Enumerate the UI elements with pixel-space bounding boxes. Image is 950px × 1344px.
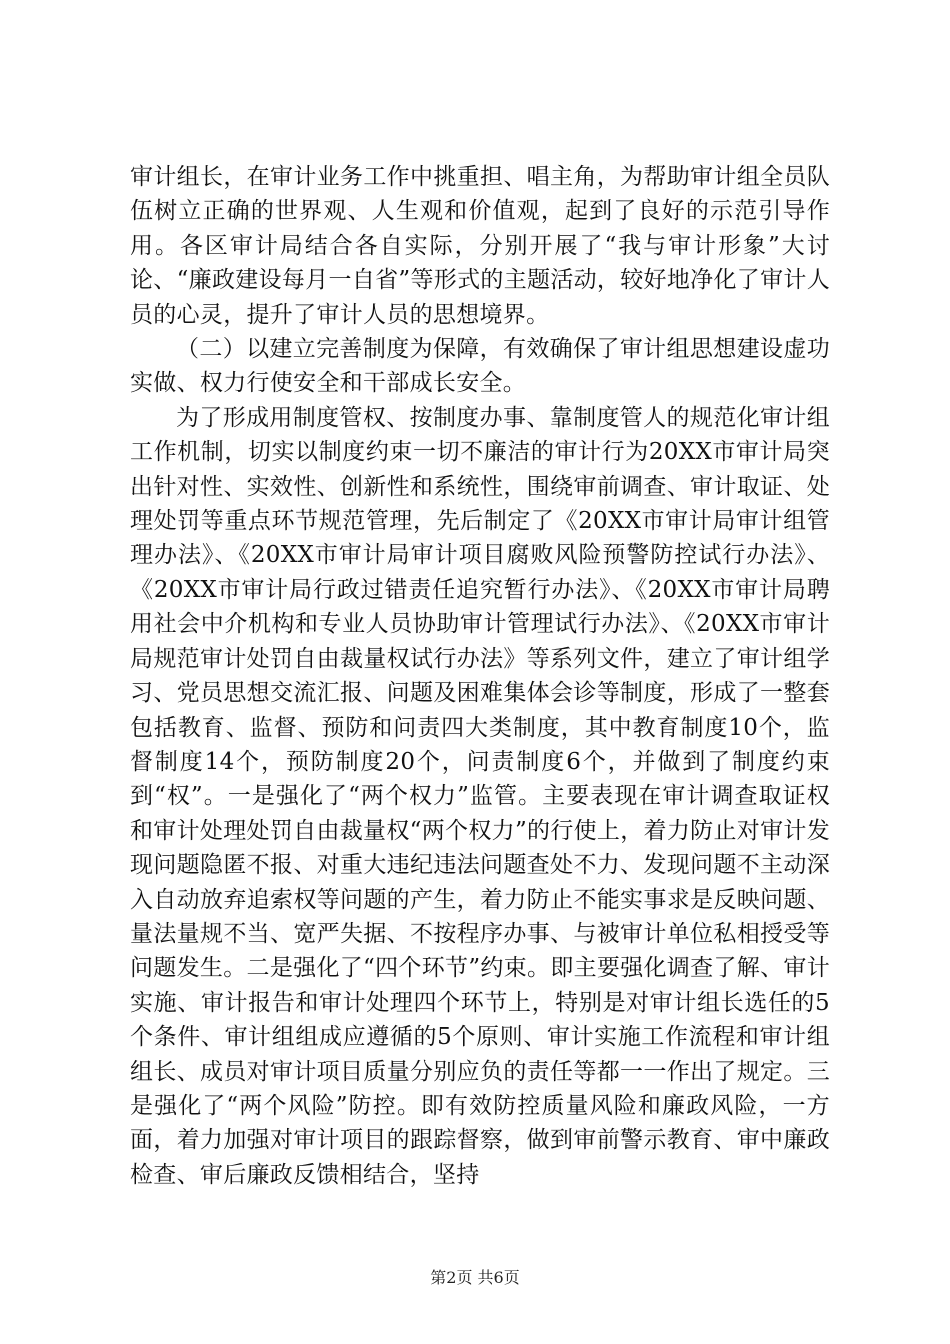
paragraph-continuation: 审计组长，在审计业务工作中挑重担、唱主角，为帮助审计组全员队伍树立正确的世界观、人生观和价值观，起到了良好的示范引导作用。各区审计局结合各自实际，分别开展了“我与审计形象”大讨论、“廉政建设每月一自省”等形式的主题活动，较好地净化了审计人员的心灵，提升了审计人员的思想境界。: [130, 164, 830, 328]
paragraph-system-measures: 为了形成用制度管权、按制度办事、靠制度管人的规范化审计组工作机制，切实以制度约束一切不廉洁的审计行为20XX市审计局突出针对性、实效性、创新性和系统性，围绕审前调查、审计取证、处理处罚等重点环节规范管理，先后制定了《20XX市审计局审计组管理办法》、《20XX市审计局审计项目腐败风险预警防控试行办法》、《20XX市审计局行政过错责任追究暂行办法》、《20XX市审计局聘用社会中介机构和专业人员协助审计管理试行办法》、《20XX市审计局规范审计处罚自由裁量权试行办法》等系列文件，建立了审计组学习、党员思想交流汇报、问题及困难集体会诊等制度，形成了一整套包括教育、监督、预防和问责四大类制度，其中教育制度10个，监督制度14个，预防制度20个，问责制度6个，并做到了制度约束到“权”。一是强化了“两个权力”监管。主要表现在审计调查取证权和审计处理处罚自由裁量权“两个权力”的行使上，着力防止对审计发现问题隐匿不报、对重大违纪违法问题查处不力、发现问题不主动深入自动放弃追索权等问题的产生，着力防止不能实事求是反映问题、量法量规不当、宽严失据、不按程序办事、与被审计单位私相授受等问题发生。二是强化了“四个环节”约束。即主要强化调查了解、审计实施、审计报告和审计处理四个环节上，特别是对审计组长选任的5个条件、审计组组成应遵循的5个原则、审计实施工作流程和审计组组长、成员对审计项目质量分别应负的责任等都一一作出了规定。三是强化了“两个风险”防控。即有效防控质量风险和廉政风险，一方面，着力加强对审计项目的跟踪督察，做到审前警示教育、审中廉政检查、审后廉政反馈相结合，坚持: [130, 404, 830, 1188]
section-heading-2: （二）以建立完善制度为保障，有效确保了审计组思想建设虚功实做、权力行使安全和干部成长安全。: [130, 336, 830, 397]
page-number-label: 第2页 共6页: [430, 1268, 520, 1287]
page-footer: [0, 1268, 950, 1288]
document-body: [130, 160, 830, 1192]
